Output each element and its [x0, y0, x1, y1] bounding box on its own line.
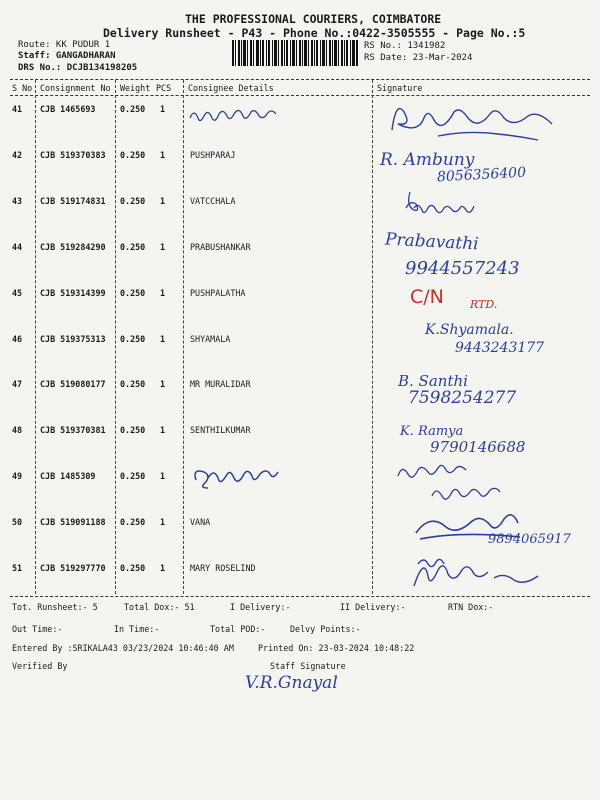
handwriting-44-name: Prabavathi: [384, 229, 480, 255]
cell-consignee: VATCCHALA: [190, 196, 236, 206]
column-divider: [115, 80, 116, 594]
cell-sno: 42: [12, 150, 23, 160]
handwriting-50-phone: 9894065917: [488, 532, 571, 547]
cell-weight: 0.250: [120, 379, 146, 389]
drs-label: DRS No.: DCJB134198205: [18, 63, 138, 73]
cell-consignee: SENTHILKUMAR: [190, 425, 251, 435]
cell-sno: 44: [12, 242, 23, 252]
cell-consignment-no: CJB 519370383: [40, 150, 106, 160]
rs-date: RS Date: 23-Mar-2024: [364, 53, 473, 63]
column-divider: [372, 80, 373, 594]
handwriting-42-name: R. Ambuny: [380, 150, 475, 170]
col-header-weight: Weight: [120, 83, 151, 93]
rs-number: RS No.: 1341982: [364, 41, 446, 51]
cell-pcs: 1: [160, 334, 166, 344]
total-pod: Total POD:-: [210, 624, 266, 634]
cell-sno: 46: [12, 334, 23, 344]
column-divider: [183, 80, 184, 594]
cell-sno: 48: [12, 425, 23, 435]
cell-consignee: SHYAMALA: [190, 334, 231, 344]
cell-consignment-no: CJB 1465693: [40, 104, 96, 114]
handwriting-48-name: K. Ramya: [400, 424, 464, 439]
col-header-consignment: Consignment No: [40, 83, 111, 93]
table-top-rule: [10, 79, 590, 80]
cell-sno: 41: [12, 104, 23, 114]
handwriting-42-phone: 8056356400: [436, 164, 527, 186]
signature-51: [410, 552, 570, 594]
col-header-signature: Signature: [377, 83, 423, 93]
cell-pcs: 1: [160, 104, 166, 114]
handwriting-47-name: B. Santhi: [398, 372, 468, 390]
handwriting-46-phone: 9443243177: [455, 340, 545, 356]
cell-consignee: PUSHPARAJ: [190, 150, 236, 160]
i-delivery: I Delivery:-: [230, 602, 291, 612]
cell-weight: 0.250: [120, 104, 146, 114]
company-title: THE PROFESSIONAL COURIERS, COIMBATORE: [185, 12, 442, 26]
cell-weight: 0.250: [120, 471, 146, 481]
printed-on: Printed On: 23-03-2024 10:48:22: [258, 643, 415, 653]
tot-runsheet: Tot. Runsheet:- 5: [12, 602, 98, 612]
staff-signature-label: Staff Signature: [270, 661, 346, 671]
handwriting-45-rtd: RTD.: [470, 298, 498, 311]
route-label: Route: KK PUDUR 1: [18, 40, 111, 50]
cell-weight: 0.250: [120, 242, 146, 252]
cell-sno: 43: [12, 196, 23, 206]
cell-weight: 0.250: [120, 288, 146, 298]
consignee-handwritten-tamil-41: [186, 104, 306, 126]
cell-pcs: 1: [160, 150, 166, 160]
verified-by: Verified By: [12, 661, 68, 671]
cell-pcs: 1: [160, 379, 166, 389]
cell-consignment-no: CJB 519375313: [40, 334, 106, 344]
cell-consignment-no: CJB 519370381: [40, 425, 106, 435]
cell-consignee: MR MURALIDAR: [190, 379, 251, 389]
cell-weight: 0.250: [120, 563, 146, 573]
cell-sno: 47: [12, 379, 23, 389]
runsheet-title: Delivery Runsheet - P43 - Phone No.:0422-3505555 - Page No.:5: [103, 26, 526, 40]
col-header-pcs: PCS: [156, 83, 172, 93]
cell-pcs: 1: [160, 196, 166, 206]
cell-sno: 45: [12, 288, 23, 298]
consignee-handwritten-tamil-49: [190, 464, 300, 490]
ii-delivery: II Delivery:-: [340, 602, 406, 612]
cell-sno: 49: [12, 471, 23, 481]
cell-consignment-no: CJB 519284290: [40, 242, 106, 252]
delvy-points: Delvy Points:-: [290, 624, 361, 634]
total-dox: Total Dox:- 51: [124, 602, 195, 612]
cell-weight: 0.250: [120, 150, 146, 160]
handwriting-44-phone: 9944557243: [405, 258, 520, 279]
handwriting-48-phone: 9790146688: [430, 438, 526, 456]
cell-consignee: MARY ROSELIND: [190, 563, 256, 573]
col-header-sno: S No: [12, 83, 33, 93]
cell-weight: 0.250: [120, 425, 146, 435]
signature-49: [392, 458, 542, 504]
cell-pcs: 1: [160, 471, 166, 481]
col-header-consignee: Consignee Details: [188, 83, 274, 93]
staff-signature-hand: V.R.Gnayal: [245, 673, 338, 693]
staff-label: Staff: GANGADHARAN: [18, 51, 116, 61]
cell-pcs: 1: [160, 563, 166, 573]
cell-pcs: 1: [160, 242, 166, 252]
cell-consignee: PUSHPALATHA: [190, 288, 246, 298]
barcode: [232, 40, 358, 66]
cell-consignee: VANA: [190, 517, 211, 527]
handwriting-47-phone: 7598254277: [408, 388, 517, 408]
cell-consignment-no: CJB 519080177: [40, 379, 106, 389]
table-bottom-rule: [10, 596, 590, 597]
cell-consignment-no: CJB 519091188: [40, 517, 106, 527]
cell-sno: 51: [12, 563, 23, 573]
rtn-dox: RTN Dox:-: [448, 602, 494, 612]
handwriting-46-name: K.Shyamala.: [425, 322, 514, 338]
signature-43: [400, 186, 510, 226]
entered-by: Entered By :SRIKALA43 03/23/2024 10:46:40 AM: [12, 643, 234, 653]
cell-sno: 50: [12, 517, 23, 527]
cell-consignee: PRABUSHANKAR: [190, 242, 251, 252]
in-time: In Time:-: [114, 624, 160, 634]
cell-consignment-no: CJB 519314399: [40, 288, 106, 298]
cell-pcs: 1: [160, 288, 166, 298]
handwriting-45-cn: C/N: [410, 286, 444, 308]
cell-consignment-no: CJB 519297770: [40, 563, 106, 573]
cell-pcs: 1: [160, 425, 166, 435]
out-time: Out Time:-: [12, 624, 63, 634]
cell-consignment-no: CJB 1485309: [40, 471, 96, 481]
cell-consignment-no: CJB 519174831: [40, 196, 106, 206]
cell-weight: 0.250: [120, 196, 146, 206]
cell-pcs: 1: [160, 517, 166, 527]
cell-weight: 0.250: [120, 517, 146, 527]
signature-41: [378, 96, 588, 150]
cell-weight: 0.250: [120, 334, 146, 344]
column-divider: [35, 80, 36, 594]
